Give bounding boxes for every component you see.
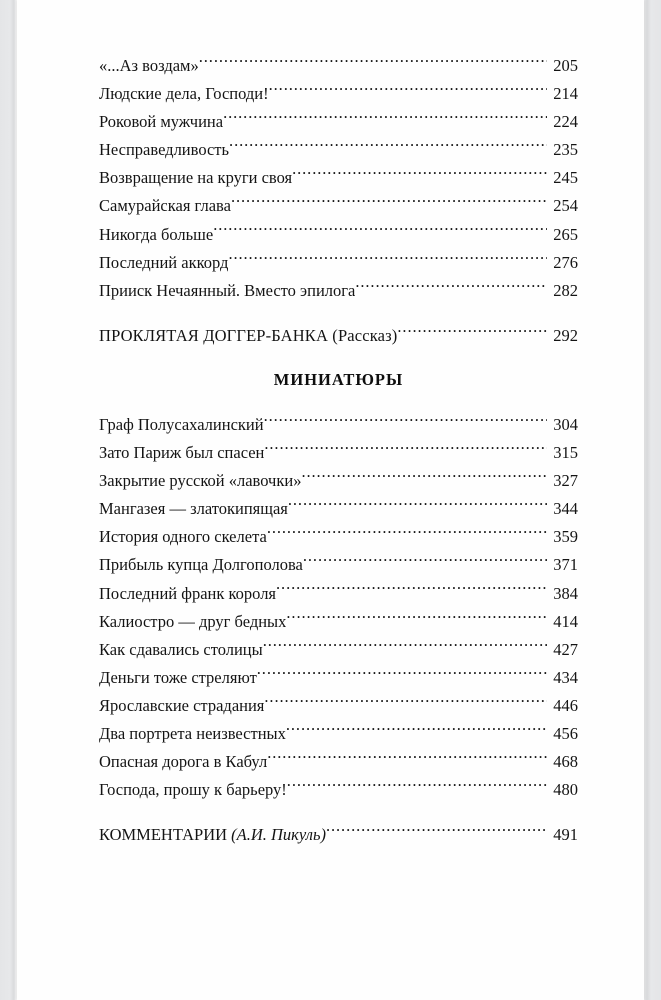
toc-entry[interactable] [99, 277, 578, 305]
toc-entry-page-number: 446 [553, 695, 578, 715]
toc-entry[interactable] [99, 664, 578, 692]
dot-leader [228, 251, 547, 268]
toc-entry[interactable] [99, 636, 578, 664]
toc-entry-title [99, 821, 326, 849]
toc-entry[interactable] [99, 322, 578, 350]
toc-entry-page-number: 245 [553, 168, 578, 188]
toc-entry[interactable] [99, 776, 578, 804]
toc-entry[interactable] [99, 551, 578, 579]
toc-entry-title: Опасная дорога в Кабул [99, 752, 268, 772]
toc-entry-title: Никогда больше [99, 224, 214, 244]
toc-entry-title: Возвращение на круги своя [99, 168, 293, 188]
toc-entry-page-number: 456 [553, 723, 578, 743]
toc-entry-page-number: 304 [553, 414, 578, 434]
toc-entry-page-number: 491 [553, 825, 578, 845]
toc-entry-title-italic: (А.И. Пикуль) [231, 825, 326, 845]
toc-entry-page-number: 224 [553, 112, 578, 132]
toc-entry-commentary[interactable] [99, 821, 578, 849]
toc-entry[interactable] [99, 221, 578, 249]
toc-entry[interactable] [99, 411, 578, 439]
toc-entry-page-number: 344 [553, 499, 578, 519]
toc-entry-title: Два портрета неизвестных [99, 723, 286, 743]
dot-leader [288, 498, 547, 515]
toc-entry[interactable] [99, 467, 578, 495]
toc-entry-page-number: 371 [553, 555, 578, 575]
dot-leader [213, 223, 547, 240]
toc-entry-title: Ярославские страдания [99, 695, 265, 715]
dot-leader [397, 324, 547, 341]
toc-entry-page-number: 205 [553, 56, 578, 75]
toc-entry-title: Последний франк короля [99, 583, 277, 603]
dot-leader [269, 83, 547, 100]
toc-entry-page-number: 468 [553, 752, 578, 772]
dot-leader [264, 694, 547, 711]
toc-entry-title: Людские дела, Господи! [99, 84, 269, 104]
toc-entry-title: Мангазея — златокипящая [99, 499, 288, 519]
toc-entry[interactable] [99, 748, 578, 776]
toc-entry[interactable] [99, 192, 578, 220]
toc-entry[interactable] [99, 249, 578, 277]
dot-leader [267, 526, 547, 543]
dot-leader [276, 582, 547, 599]
toc-entry-page-number: 214 [553, 84, 578, 104]
toc-entry-title: Самурайская глава [99, 196, 231, 216]
toc-entry-page-number: 434 [553, 667, 578, 687]
toc-section-miniatures [99, 411, 578, 804]
toc-entry-page-number: 384 [553, 583, 578, 603]
dot-leader [229, 139, 547, 156]
toc-entry-page-number: 292 [553, 325, 578, 345]
toc-entry-page-number: 254 [553, 196, 578, 216]
table-of-contents [99, 52, 578, 849]
toc-entry-title: Прииск Нечаянный. Вместо эпилога [99, 280, 356, 300]
dot-leader [199, 55, 547, 72]
toc-entry-title: ПРОКЛЯТАЯ ДОГГЕР-БАНКА (Рассказ) [99, 325, 398, 345]
toc-entry-page-number: 480 [553, 780, 578, 800]
dot-leader [286, 610, 547, 627]
toc-entry-title: Господа, прошу к барьеру! [99, 780, 287, 800]
dot-leader [263, 638, 547, 655]
toc-entry-title: Зато Париж был спасен [99, 443, 265, 463]
dot-leader [292, 167, 547, 184]
toc-entry[interactable] [99, 439, 578, 467]
toc-entry[interactable] [99, 164, 578, 192]
toc-entry-page-number: 427 [553, 639, 578, 659]
dot-leader [287, 779, 547, 796]
dot-leader [326, 824, 547, 841]
toc-entry[interactable] [99, 580, 578, 608]
toc-entry-page-number: 359 [553, 527, 578, 547]
toc-entry-title: Несправедливость [99, 140, 230, 160]
dot-leader [264, 413, 547, 430]
toc-entry-page-number: 235 [553, 140, 578, 160]
toc-section-chapters [99, 52, 578, 350]
toc-entry-title: Прибыль купца Долгополова [99, 555, 303, 575]
toc-entry[interactable] [99, 608, 578, 636]
dot-leader [223, 111, 547, 128]
dot-leader [264, 442, 547, 459]
toc-entry-title: Граф Полусахалинский [99, 414, 264, 434]
toc-entry[interactable] [99, 136, 578, 164]
dot-leader [231, 195, 547, 212]
toc-entry-page-number: 265 [553, 224, 578, 244]
toc-entry-title: Калиостро — друг бедных [99, 611, 287, 631]
toc-entry-title: Деньги тоже стреляют [99, 667, 257, 687]
toc-entry[interactable] [99, 523, 578, 551]
toc-entry-page-number: 315 [553, 443, 578, 463]
dot-leader [267, 751, 547, 768]
toc-entry-title: История одного скелета [99, 527, 267, 547]
toc-section-commentary [99, 821, 578, 849]
dot-leader [286, 722, 547, 739]
section-heading-miniatures: МИНИАТЮРЫ [273, 369, 404, 389]
toc-entry-page-number: 282 [553, 280, 578, 300]
toc-entry[interactable] [99, 692, 578, 720]
toc-entry-title: Роковой мужчина [99, 112, 224, 132]
toc-entry-title: «...Аз воздам» [99, 56, 199, 75]
toc-entry[interactable] [99, 720, 578, 748]
toc-entry-page-number: 414 [553, 611, 578, 631]
dot-leader [301, 470, 547, 487]
toc-entry-page-number: 276 [553, 252, 578, 272]
toc-entry-title: Как сдавались столицы [99, 639, 263, 659]
dot-leader [257, 666, 547, 683]
dot-leader [355, 279, 547, 296]
toc-entry-title-roman: КОММЕНТАРИИ [99, 825, 232, 845]
dot-leader [303, 554, 547, 571]
toc-entry[interactable] [99, 52, 578, 80]
toc-entry[interactable] [99, 108, 578, 136]
toc-entry[interactable] [99, 80, 578, 108]
toc-entry[interactable] [99, 495, 578, 523]
toc-entry-title: Закрытие русской «лавочки» [99, 471, 302, 491]
toc-entry-title: Последний аккорд [99, 252, 229, 272]
book-page [17, 0, 644, 1000]
toc-entry-page-number: 327 [553, 471, 578, 491]
